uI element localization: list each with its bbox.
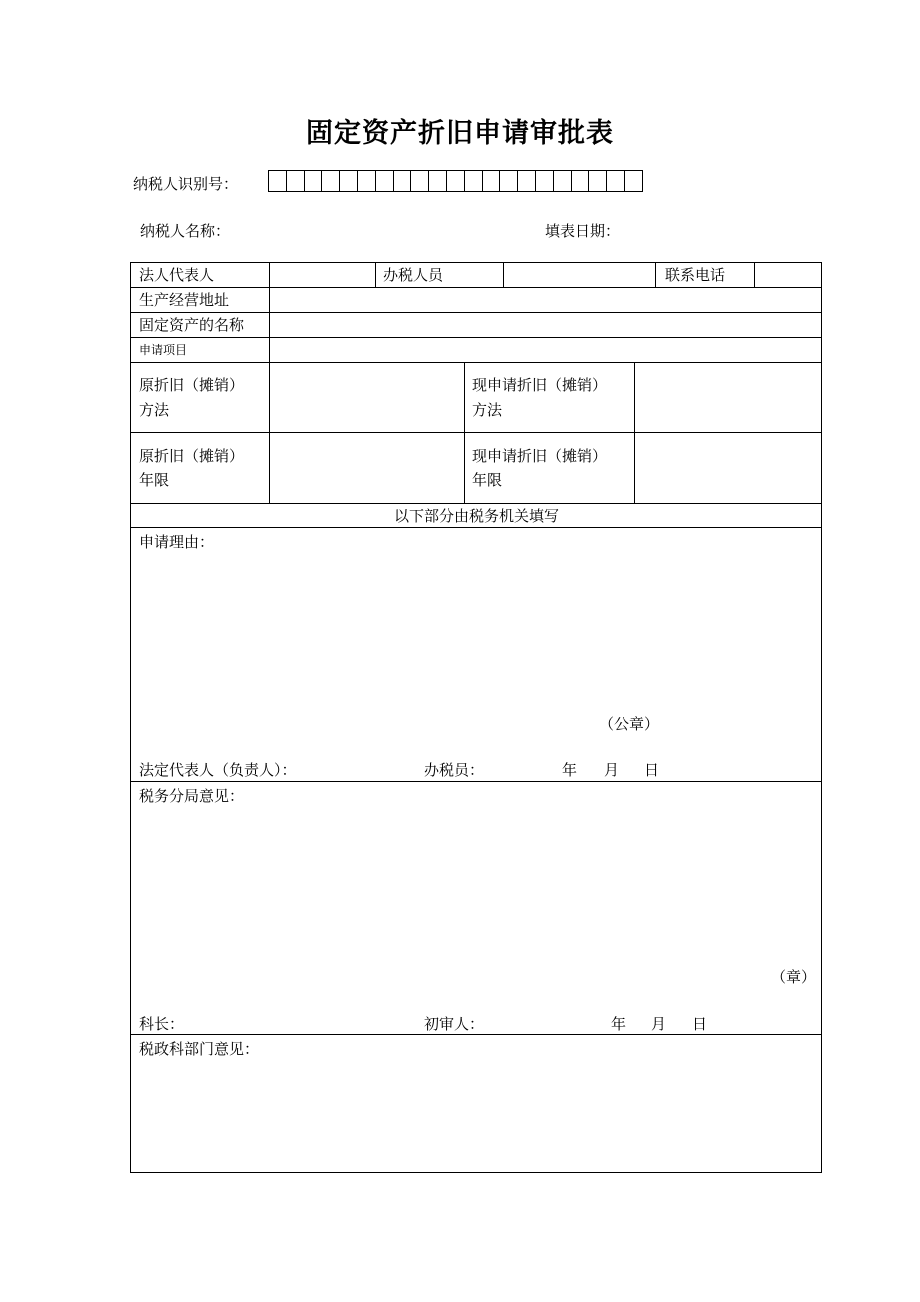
id-digit-box[interactable] [411,170,429,192]
id-digit-box[interactable] [358,170,376,192]
reason-label: 申请理由： [139,533,215,551]
id-digit-box[interactable] [483,170,501,192]
seal-label: （章） [771,968,817,986]
row-divider [131,337,822,338]
row-divider [131,362,822,363]
tax-officer-sign-label: 办税员： [424,761,485,779]
id-digit-box[interactable] [589,170,607,192]
col-divider [655,263,656,287]
page-title: 固定资产折旧申请审批表 [306,118,614,149]
col-divider [269,263,270,503]
section-chief-label: 科长： [139,1015,185,1033]
id-digit-box[interactable] [322,170,340,192]
orig-years-label-1: 原折旧（摊销） [139,447,245,465]
col-divider [754,263,755,287]
id-digit-box[interactable] [447,170,465,192]
id-digit-box[interactable] [625,170,643,192]
date-year: 年 [562,761,578,779]
col-divider [375,263,376,287]
legal-rep-label: 法人代表人 [139,266,215,284]
taxpayer-id-boxes[interactable] [268,170,643,192]
id-digit-box[interactable] [554,170,572,192]
address-label: 生产经营地址 [139,291,230,309]
orig-method-label-2: 方法 [139,401,170,419]
taxpayer-id-label: 纳税人识别号： [133,175,239,193]
id-digit-box[interactable] [269,170,287,192]
taxpayer-name-label: 纳税人名称： [140,222,231,240]
col-divider [464,362,465,503]
public-seal-label: （公章） [599,715,660,733]
policy-dept-opinion-label: 税政科部门意见： [139,1040,260,1058]
id-digit-box[interactable] [465,170,483,192]
id-digit-box[interactable] [394,170,412,192]
col-divider [503,263,504,287]
fill-date-label: 填表日期： [545,222,621,240]
legal-rep-sign-label: 法定代表人（负责人）： [139,761,297,779]
date-day: 日 [644,761,660,779]
approval-table [130,262,822,1173]
col-divider [634,362,635,503]
asset-name-label: 固定资产的名称 [139,316,245,334]
orig-years-label-2: 年限 [139,471,170,489]
tax-officer-label: 办税人员 [383,266,444,284]
id-digit-box[interactable] [429,170,447,192]
row-divider [131,287,822,288]
new-years-label-1: 现申请折旧（摊销） [472,447,608,465]
row-divider [131,432,822,433]
id-digit-box[interactable] [607,170,625,192]
branch-opinion-label: 税务分局意见： [139,787,245,805]
id-digit-box[interactable] [500,170,518,192]
id-digit-box[interactable] [305,170,323,192]
orig-method-label-1: 原折旧（摊销） [139,376,245,394]
date-day: 日 [692,1015,708,1033]
id-digit-box[interactable] [376,170,394,192]
tax-authority-note: 以下部分由税务机关填写 [393,507,559,525]
id-digit-box[interactable] [572,170,590,192]
date-month: 月 [604,761,620,779]
contact-phone-label: 联系电话 [665,266,726,284]
new-method-label-1: 现申请折旧（摊销） [472,376,608,394]
first-reviewer-label: 初审人： [424,1015,485,1033]
apply-item-label: 申请项目 [139,343,188,357]
date-year: 年 [611,1015,627,1033]
id-digit-box[interactable] [340,170,358,192]
id-digit-box[interactable] [287,170,305,192]
new-years-label-2: 年限 [472,471,503,489]
id-digit-box[interactable] [536,170,554,192]
date-month: 月 [651,1015,667,1033]
new-method-label-2: 方法 [472,401,503,419]
id-digit-box[interactable] [518,170,536,192]
